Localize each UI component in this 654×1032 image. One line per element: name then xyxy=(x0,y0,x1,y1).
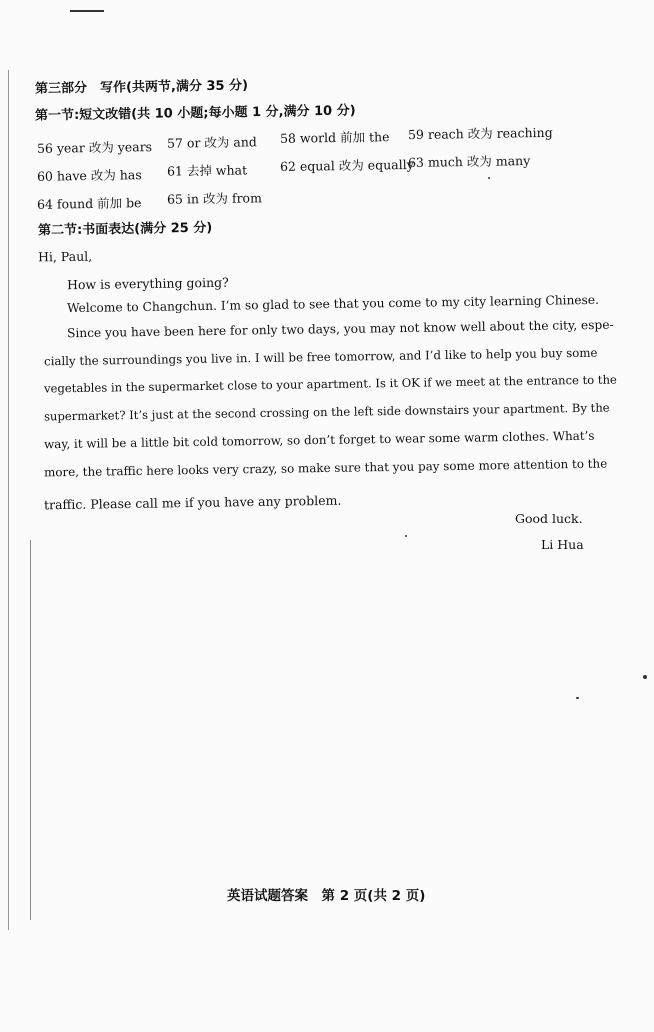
answer-63: 63 much 改为 many xyxy=(407,153,531,170)
letter-line: more, the traffic here looks very crazy, so make sure that you pay some more attention to the xyxy=(43,456,608,480)
answer-62: 62 equal 改为 equally xyxy=(279,156,414,175)
letter-signature: Li Hua xyxy=(541,537,584,552)
answer-59: 59 reach 改为 reaching xyxy=(407,124,553,143)
answer-58: 58 world 前加 the xyxy=(279,129,390,146)
letter-closing: Good luck. xyxy=(515,511,583,526)
left-margin-line-lower xyxy=(30,540,31,920)
letter-line: traffic. Please call me if you have any problem. xyxy=(43,492,342,513)
answer-64: 64 found 前加 be xyxy=(36,195,142,212)
answer-65: 65 in 改为 from xyxy=(166,190,262,207)
scan-speck xyxy=(576,697,579,699)
section2-title: 第二节:书面表达(满分 25 分) xyxy=(37,220,213,239)
left-margin-line xyxy=(8,70,9,930)
letter-line: How is everything going? xyxy=(66,274,229,293)
letter-greeting: Hi, Paul, xyxy=(37,248,93,265)
answer-60: 60 have 改为 has xyxy=(36,167,142,184)
letter-line: vegetables in the supermarket close to your apartment. Is it OK if we meet at the entrance to the xyxy=(43,372,617,396)
scan-speck xyxy=(488,177,490,179)
letter-line: cially the surroundings you live in. I will be free tomorrow, and I’d like to help you buy some xyxy=(43,345,598,369)
answer-56: 56 year 改为 years xyxy=(36,139,153,156)
answer-57: 57 or 改为 and xyxy=(166,134,257,151)
top-rule xyxy=(70,0,104,12)
scan-speck xyxy=(405,535,407,537)
letter-line: way, it will be a little bit cold tomorrow, so don’t forget to wear some warm clothes. What’s xyxy=(43,428,595,452)
part3-title: 第三部分 写作(共两节,满分 35 分) xyxy=(34,78,249,97)
letter-line: supermarket? It’s just at the second crossing on the left side downstairs your apartment. By the xyxy=(43,400,610,424)
answer-61: 61 去掉 what xyxy=(166,162,248,179)
page-footer: 英语试题答案 第 2 页(共 2 页) xyxy=(227,888,426,904)
section1-title: 第一节:短文改错(共 10 小题;每小题 1 分,满分 10 分) xyxy=(34,103,356,124)
letter-line: Welcome to Changchun. I’m so glad to see that you come to my city learning Chinese. xyxy=(66,292,600,316)
letter-line: Since you have been here for only two days, you may not know well about the city, espe- xyxy=(66,317,614,341)
scan-speck xyxy=(643,675,647,679)
